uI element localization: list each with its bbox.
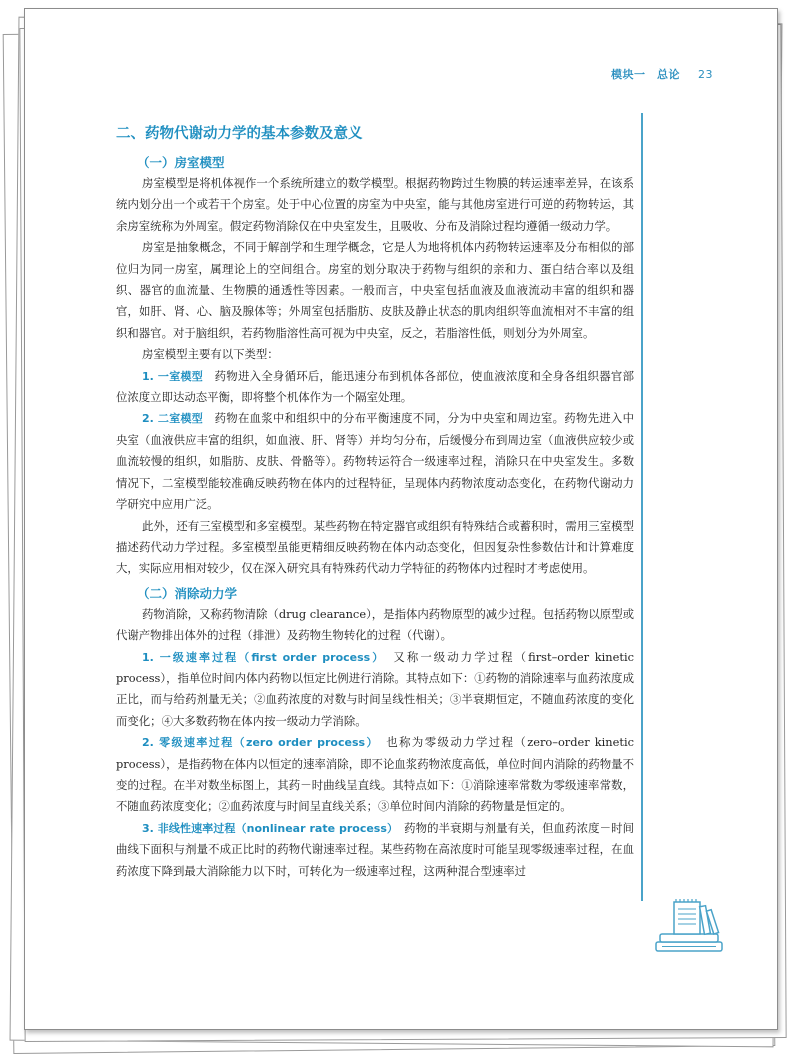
paragraph: 房室是抽象概念，不同于解剖学和生理学概念，它是人为地将机体内药物转运速率及分布相似的部位归为同一房室，属理论上的空间组合。房室的划分取决于药物与组织的亲和力、蛋白结合率以及组织、器官的血流量、生物膜的通透性等因素。一般而言，中央室包括血液及血液流动丰富的组织和器官，如肝、肾、心、脑及腺体等；外周室包括脂肪、皮肤及静止状态的肌肉组织等血流相对不丰富的组织和器官。对于脑组织，若药物脂溶性高可视为中央室，反之，若脂溶性低，则划分为外周室。 — [116, 240, 634, 340]
paragraph: 药物消除，又称药物清除（drug clearance），是指体内药物原型的减少过程。包括药物以原型或代谢产物排出体外的过程（排泄）及药物生物转化的过程（代谢）。 — [116, 606, 634, 643]
term-label: 1. 一室模型 — [142, 369, 203, 383]
term-label: 3. 非线性速率过程（nonlinear rate process） — [142, 821, 393, 835]
paragraph: 此外，还有三室模型和多室模型。某些药物在特定器官或组织有特殊结合或蓄积时，需用三室模型描述药代动力学过程。多室模型虽能更精细反映药物在体内动态变化，但因复杂性参数估计和计算难度大，实际应用相对较少，仅在深入研究具有特殊药代动力学特征的药物体内过程时才考虑使用。 — [116, 518, 634, 576]
page-body — [116, 122, 634, 882]
term-label: 2. 二室模型 — [142, 412, 203, 426]
running-header — [611, 66, 713, 82]
term-paragraph — [116, 818, 634, 882]
term-paragraph — [116, 408, 634, 515]
books-notepad-icon — [654, 898, 724, 954]
term-text: 药物在血浆中和组织中的分布平衡速度不同，分为中央室和周边室。药物先进入中央室（血液供应丰富的组织，如血液、肝、肾等）并均匀分布，后缓慢分布到周边室（血液供应较少或血流较慢的组织，如脂肪、皮肤、骨骼等）。药物转运符合一级速率过程，消除只在中央室发生。多数情况下，二室模型能较准确反映药物在体内的过程特征，呈现体内药物浓度动态变化，在药物代谢动力学研究中应用广泛。 — [116, 411, 634, 512]
term-text: 也称为零级动力学过程（zero–order kinetic process），是指药物在体内以恒定的速率消除，即不论血浆药物浓度高低，单位时间内消除的药物量不变的过程。在半对数坐标图上，其药－时曲线呈直线。其特点如下：①消除速率常数为零级速率常数，不随血药浓度变化；②血药浓度与时间呈直线关系；③单位时间内消除的药物量是恒定的。 — [116, 735, 634, 814]
term-text: 又称一级动力学过程（first–order kinetic process），指单位时间内体内药物以恒定比例进行消除。其特点如下：①药物的消除速率与血药浓度成正比，而与给药剂量无关；②血药浓度的对数与时间呈线性相关；③半衰期恒定，不随血药浓度的变化而变化；④大多数药物在体内按一级动力学消除。 — [116, 649, 634, 728]
term-text: 药物进入全身循环后，能迅速分布到机体各部位，使血液浓度和全身各组织器官部位浓度立即达动态平衡，即将整个机体作为一个隔室处理。 — [116, 368, 634, 405]
term-label: 2. 零级速率过程（zero order process） — [142, 736, 374, 750]
paragraph: 房室模型主要有以下类型： — [142, 347, 279, 362]
term-text: 药物的半衰期与剂量有关，但血药浓度－时间曲线下面积与剂量不成正比时的药物代谢速率过程。某些药物在高浓度时可能呈现零级速率过程，在血药浓度下降到最大消除能力以下时，可转化为一级速率过程，这两种混合型速率过 — [116, 820, 634, 878]
term-paragraph — [116, 366, 634, 409]
term-paragraph — [116, 732, 634, 818]
paragraph: 房室模型是将机体视作一个系统所建立的数学模型。根据药物跨过生物膜的转运速率差异，在该系统内划分出一个或若干个房室。处于中心位置的房室为中央室，能与其他房室进行可逆的药物转运，其余房室统称为外周室。假定药物消除仅在中央室发生，且吸收、分布及消除过程均遵循一级动力学。 — [116, 176, 634, 233]
header-section: 模块一 总论 — [611, 68, 680, 81]
term-label: 1. 一级速率过程（first order process） — [142, 650, 380, 664]
subsection-heading-elimination: （二）消除动力学 — [137, 585, 238, 601]
section-title: 二、药物代谢动力学的基本参数及意义 — [116, 126, 363, 142]
margin-rule — [641, 113, 643, 901]
term-paragraph — [116, 647, 634, 733]
page-number: 23 — [698, 68, 713, 81]
subsection-heading-compartment: （一）房室模型 — [137, 155, 225, 170]
